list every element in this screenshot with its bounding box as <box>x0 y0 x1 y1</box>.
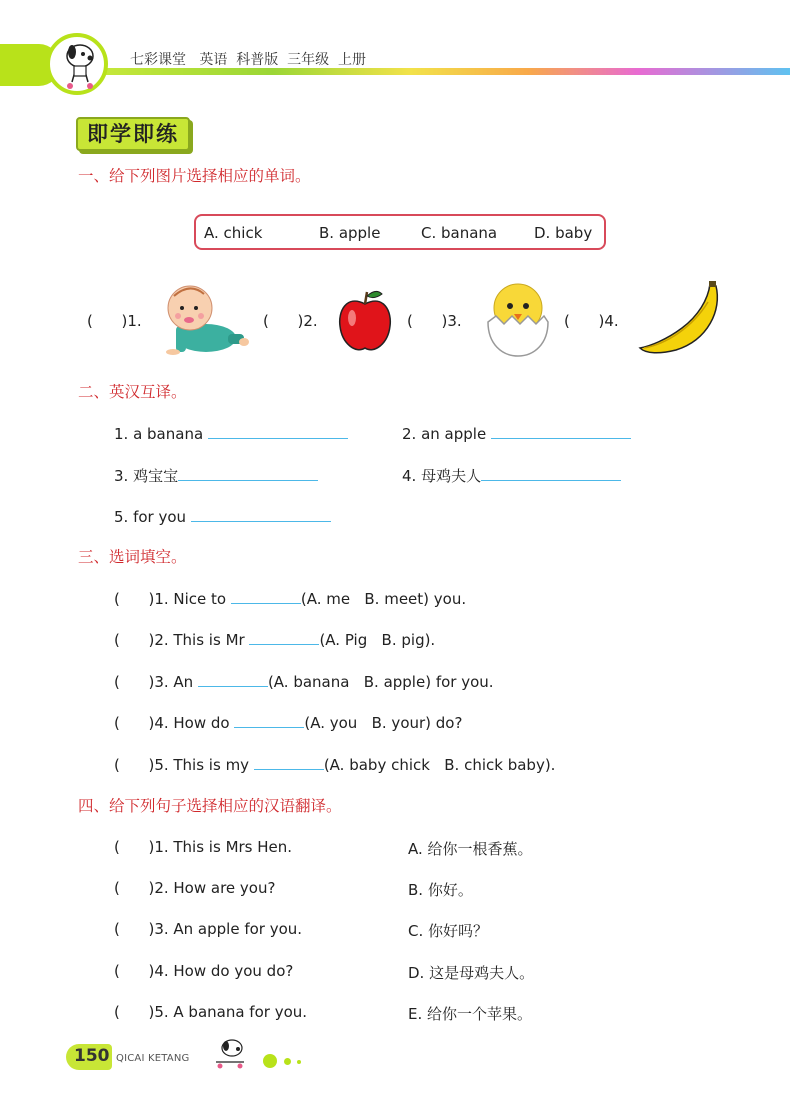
footer-brand: QICAI KETANG <box>116 1053 190 1064</box>
option-c: C. banana <box>421 224 498 242</box>
fill-item-5-post: (A. baby chick B. chick baby). <box>323 756 556 774</box>
match-right-a: A. 给你一根香蕉。 <box>408 840 533 858</box>
match-right-c: C. 你好吗？ <box>408 922 489 940</box>
translate-item-5-text: 5. for you <box>114 508 187 526</box>
translate-item-5 <box>114 507 331 526</box>
page-number: 150 <box>74 1046 110 1066</box>
fill-item-4 <box>114 713 462 732</box>
picture-item-3: ( )3. <box>407 312 462 330</box>
match-right-d: D. 这是母鸡夫人。 <box>408 964 535 982</box>
translate-blank-2[interactable] <box>491 424 631 439</box>
translate-blank-1[interactable] <box>208 424 348 439</box>
header-rainbow-stripe <box>100 68 790 75</box>
translate-item-4-text: 4. 母鸡夫人 <box>402 467 482 485</box>
fill-item-2-pre: ( )2. This is Mr <box>114 631 250 649</box>
fill-item-5-pre: ( )5. This is my <box>114 756 254 774</box>
fill-item-4-pre: ( )4. How do <box>114 714 235 732</box>
fill-blank-4[interactable] <box>234 713 304 728</box>
match-left-3: ( )3. An apple for you. <box>114 920 303 938</box>
footer-dog-icon <box>210 1036 250 1070</box>
fill-item-5 <box>114 755 555 774</box>
fill-blank-2[interactable] <box>249 630 319 645</box>
fill-item-3 <box>114 672 494 691</box>
fill-item-4-post: (A. you B. your) do? <box>304 714 463 732</box>
match-left-1: ( )1. This is Mrs Hen. <box>114 838 293 856</box>
translate-blank-4[interactable] <box>481 466 621 481</box>
section2-title: 二、英汉互译。 <box>78 383 187 401</box>
match-left-2: ( )2. How are you? <box>114 879 276 897</box>
picture-item-1: ( )1. <box>87 312 142 330</box>
apple-picture <box>336 288 394 354</box>
translate-blank-3[interactable] <box>178 466 318 481</box>
dog-mascot-icon <box>52 38 104 92</box>
fill-item-1-pre: ( )1. Nice to <box>114 590 231 608</box>
match-right-b: B. 你好。 <box>408 881 473 899</box>
match-left-4: ( )4. How do you do? <box>114 962 294 980</box>
fill-blank-3[interactable] <box>198 672 268 687</box>
fill-item-3-post: (A. banana B. apple) for you. <box>267 673 494 691</box>
option-a: A. chick <box>204 224 263 242</box>
option-b: B. apple <box>319 224 381 242</box>
translate-item-3-text: 3. 鸡宝宝 <box>114 467 179 485</box>
header-title: 七彩课堂 英语 科普版 三年级 上册 <box>130 52 367 68</box>
translate-item-1-text: 1. a banana <box>114 425 204 443</box>
fill-blank-1[interactable] <box>231 589 301 604</box>
option-d: D. baby <box>534 224 593 242</box>
translate-item-4 <box>402 465 621 486</box>
translate-item-1 <box>114 424 348 443</box>
chick-picture <box>482 280 554 358</box>
section-badge: 即学即练 <box>76 117 190 151</box>
footer-dot-medium <box>284 1058 291 1065</box>
fill-item-3-pre: ( )3. An <box>114 673 198 691</box>
fill-item-2-post: (A. Pig B. pig). <box>319 631 436 649</box>
fill-item-2 <box>114 630 435 649</box>
footer-dot-small <box>297 1060 301 1064</box>
fill-item-1-post: (A. me B. meet) you. <box>300 590 467 608</box>
match-left-5: ( )5. A banana for you. <box>114 1003 308 1021</box>
footer-dot-large <box>263 1054 277 1068</box>
translate-item-3 <box>114 465 318 486</box>
translate-blank-5[interactable] <box>191 507 331 522</box>
picture-item-4: ( )4. <box>564 312 619 330</box>
match-right-e: E. 给你一个苹果。 <box>408 1005 533 1023</box>
translate-item-2-text: 2. an apple <box>402 425 487 443</box>
picture-item-2: ( )2. <box>263 312 318 330</box>
section1-title: 一、给下列图片选择相应的单词。 <box>78 167 311 185</box>
baby-picture <box>158 280 250 356</box>
section4-title: 四、给下列句子选择相应的汉语翻译。 <box>78 797 342 815</box>
fill-blank-5[interactable] <box>254 755 324 770</box>
fill-item-1 <box>114 589 466 608</box>
section3-title: 三、选词填空。 <box>78 548 187 566</box>
banana-picture <box>636 280 726 358</box>
translate-item-2 <box>402 424 631 443</box>
